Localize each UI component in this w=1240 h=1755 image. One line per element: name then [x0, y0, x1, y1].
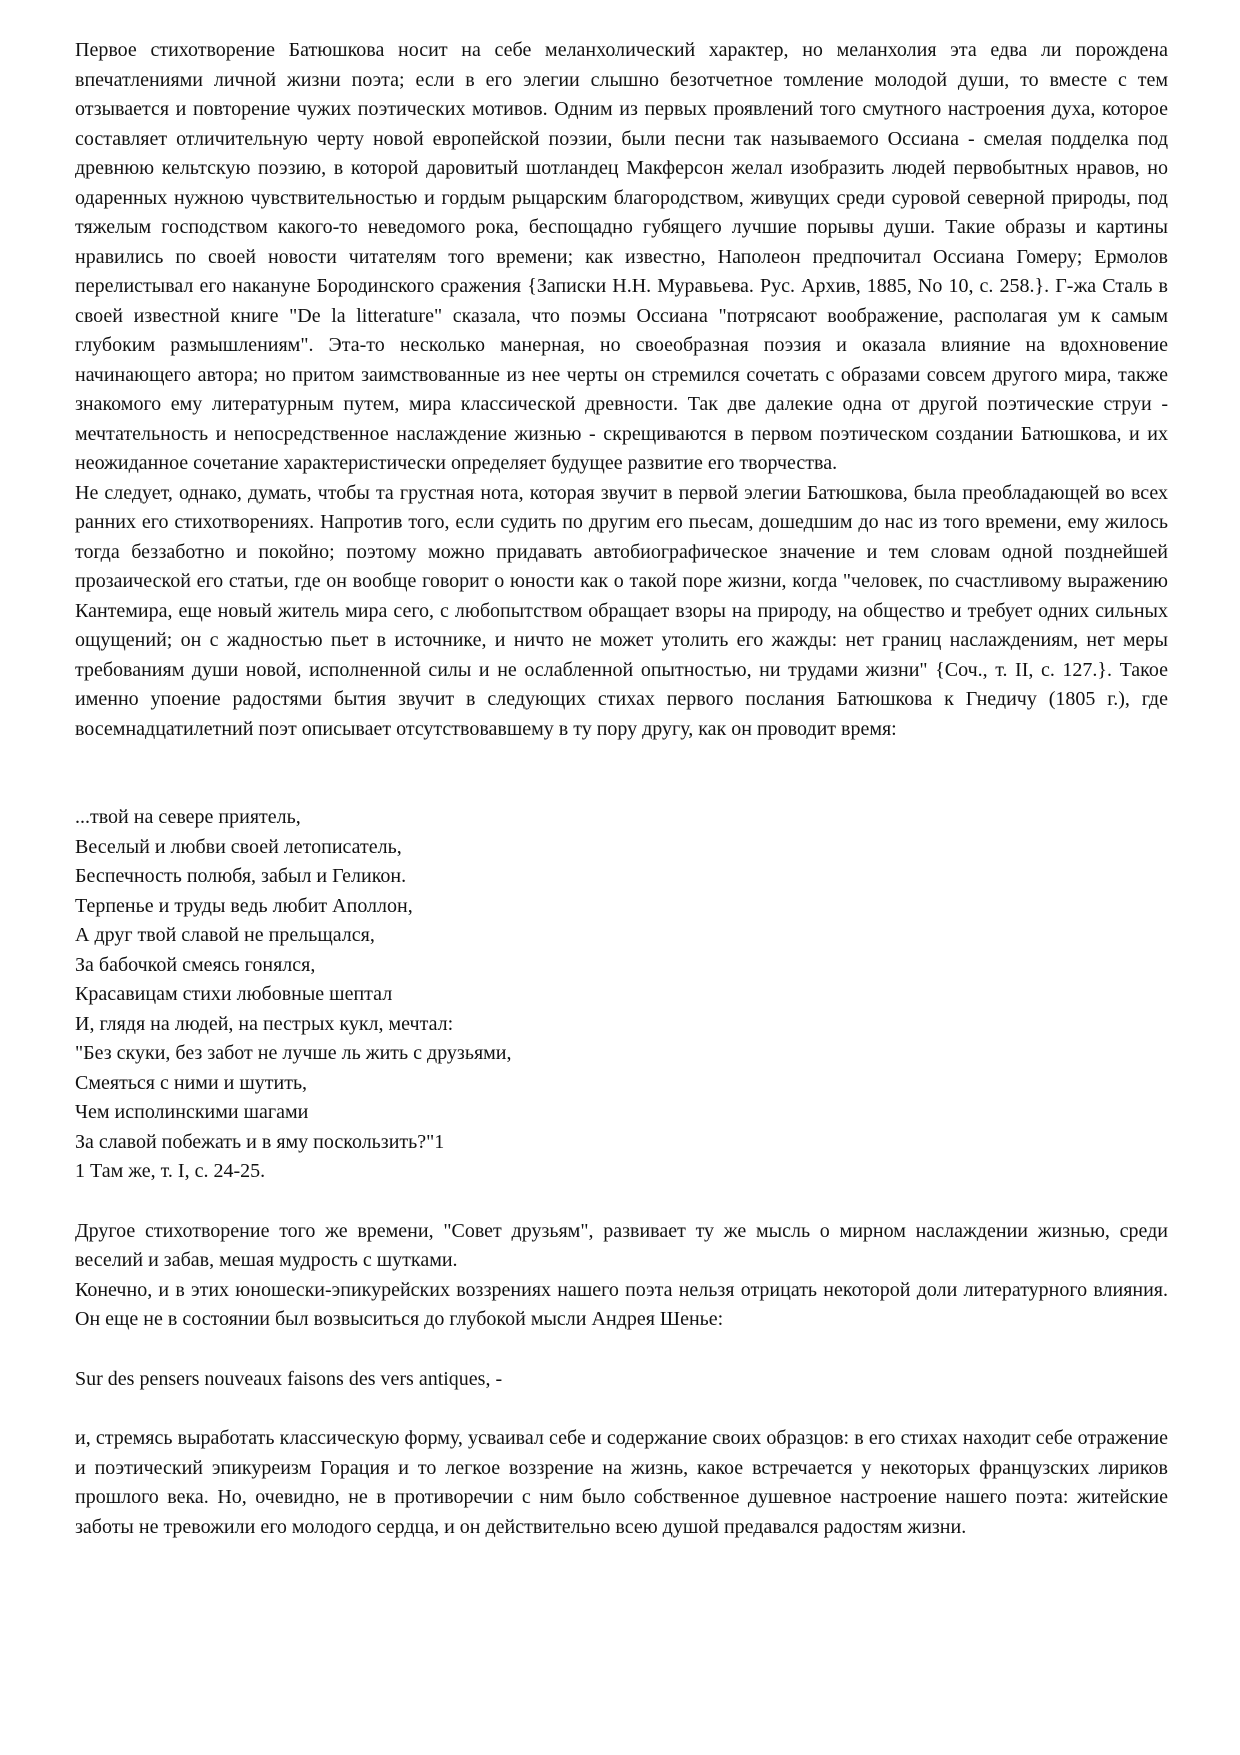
- verse-line: И, глядя на людей, на пестрых кукл, мечтал:: [75, 1012, 454, 1035]
- paragraph: [75, 1217, 1168, 1276]
- verse-block: [75, 803, 1168, 1187]
- verse-line: Веселый и любви своей летописатель,: [75, 835, 402, 858]
- quoted-verse-line: Sur des pensers nouveaux faisons des vers antiques, -: [75, 1367, 503, 1390]
- verse-line: "Без скуки, без забот не лучше ль жить с друзьями,: [75, 1042, 512, 1064]
- verse-line: ...твой на севере приятель,: [75, 806, 301, 828]
- document-page: [75, 36, 1168, 1542]
- verse-line: Беспечность полюбя, забыл и Геликон.: [75, 865, 407, 887]
- paragraph-text: Другое стихотворение того же времени, "Совет друзьям", развивает ту же мысль о мирном наслаждении жизнью, среди веселий и забав, мешая мудрость с шутками.: [75, 1219, 1168, 1271]
- paragraph-text: Конечно, и в этих юношески-эпикурейских воззрениях нашего поэта нельзя отрицать некоторой доли литературного влияния. Он еще не в состоянии был возвыситься до глубокой мысли Андрея Шенье:: [75, 1278, 1168, 1330]
- paragraph: [75, 36, 1168, 479]
- verse-line: За славой побежать и в яму поскользить?"1: [75, 1130, 445, 1153]
- paragraph-text: Первое стихотворение Батюшкова носит на себе меланхолический характер, но меланхолия эта едва ли порождена впечатлениями личной жизни поэта; если в его элегии слышно безотчетное томление молодой души, то вместе с тем отзывается и повторение чужих поэтических мотивов. Одним из первых проявлений того смутного настроения духа, которое составляет отличительную черту новой европейской поэзии, были песни так называемого Оссиана - смелая подделка под древнюю кельтскую поэзию, в которой даровитый шотландец Макферсон желал изобразить людей первобытных нравов, но одаренных нужною чувствительностью и гордым рыцарским благородством, живущих среди суровой северной природы, под тяжелым господством какого-то неведомого рока, беспощадно губящего лучшие порывы души. Такие образы и картины нравились по своей новости читателям того времени; как известно, Наполеон предпочитал Оссиана Гомеру; Ермолов перелистывал его накануне Бородинского сражения {Записки Н.Н. Муравьева. Рус. Архив, 1885, No 10, с. 258.}. Г-жа Сталь в своей известной книге "De la litterature" сказала, что поэмы Оссиана "потрясают воображение, располагая ум к самым глубоким размышлениям". Эта-то несколько манерная, но своеобразная поэзия и оказала влияние на вдохновение начинающего автора; но притом заимствованные из нее черты он стремился сочетать с образами совсем другого мира, также знакомого ему литературным путем, мира классической древности. Так две далекие одна от другой поэтические струи - мечтательность и непосредственное наслаждение жизнью - скрещиваются в первом поэтическом создании Батюшкова, и их неожиданное сочетание характеристически определяет будущее развитие его творчества.: [75, 39, 1168, 474]
- verse-line: А друг твой славой не прельщался,: [75, 924, 375, 946]
- spacer: [75, 744, 1168, 803]
- verse-line: Чем исполинскими шагами: [75, 1101, 309, 1123]
- paragraph: [75, 479, 1168, 745]
- spacer: [75, 1394, 1168, 1424]
- paragraph: [75, 1424, 1168, 1542]
- paragraph: [75, 1276, 1168, 1335]
- paragraph-text: Не следует, однако, думать, чтобы та грустная нота, которая звучит в первой элегии Батюшкова, была преобладающей во всех ранних его стихотворениях. Напротив того, если судить по другим его пьесам, дошедшим до нас из того времени, ему жилось тогда беззаботно и покойно; поэтому можно придавать автобиографическое значение и тем словам одной позднейшей прозаической его статьи, где он вообще говорит о юности как о такой поре жизни, когда "человек, по счастливому выражению Кантемира, еще новый житель мира сего, с любопытством обращает взоры на природу, на общество и требует одних сильных ощущений; он с жадностью пьет в источнике, и ничто не может утолить его жажды: нет границ наслаждениям, нет меры требованиям души новой, исполненной силы и не ослабленной опытностью, ни трудами жизни" {Соч., т. II, с. 127.}. Такое именно упоение радостями бытия звучит в следующих стихах первого послания Батюшкова к Гнедичу (1805 г.), где восемнадцатилетний поэт описывает отсутствовавшему в ту пору другу, как он проводит время:: [75, 481, 1168, 740]
- paragraph-text: и, стремясь выработать классическую форму, усваивал себе и содержание своих образцов: в его стихах находит себе отражение и поэтический эпикуреизм Горация и то легкое воззрение на жизнь, какое встречается у некоторых французских лириков прошлого века. Но, очевидно, не в противоречии с ним было собственное душевное настроение нашего поэта: житейские заботы не тревожили его молодого сердца, и он действительно всею душой предавался радостям жизни.: [75, 1427, 1168, 1538]
- verse-line: Терпенье и труды ведь любит Аполлон,: [75, 894, 413, 917]
- verse-line: Смеяться с ними и шутить,: [75, 1071, 308, 1094]
- spacer: [75, 1335, 1168, 1365]
- verse-footnote: 1 Там же, т. I, с. 24-25.: [75, 1160, 266, 1182]
- verse-line: За бабочкой смеясь гонялся,: [75, 953, 316, 976]
- spacer: [75, 1187, 1168, 1217]
- verse-line: Красавицам стихи любовные шептал: [75, 983, 393, 1005]
